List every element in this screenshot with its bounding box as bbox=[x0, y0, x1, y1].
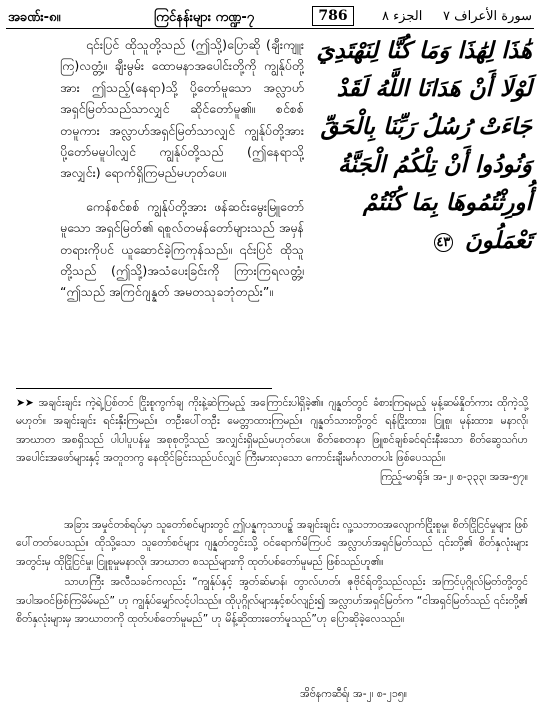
header-juz: الجزء ٨ bbox=[381, 9, 423, 24]
verse-last-words: تَعْمَلُونَ bbox=[464, 227, 532, 254]
translation-paragraph: ၎င်းပြင် ထိုသူတို့သည် (ဤသို့)ပြောဆို (ချီးကျူးကြ)လတ္တံ့။ ချီးမွမ်း ထောမနာအပေါင်းတို့ကို ကျွန်ုပ်တို့အား ဤသည့်(နေရာ)သို့ ပို့တော်မူသော အလ္လာဟ် အရှင်မြတ်သည်သာလျှင် ဆိုင်တော်မူ၏။ စင်စစ်တမူကား အလ္လာဟ်အရှင်မြတ်သာလျှင် ကျွန်ုပ်တို့အား ပို့တော်မမူပါလျှင် ကျွန်ုပ်တို့သည် (ဤနေရာသို့ အလျှင်း) ရောက်ရှိကြမည်မဟုတ်ပေ။ bbox=[60, 37, 304, 181]
header-surah-name: سورة الأعراف ٧ bbox=[443, 9, 532, 24]
page-header bbox=[6, 6, 534, 29]
commentary-paragraph: အခြား အမှုင်တစ်ရပ်မှာ သူတော်စင်များတွင် ဤပန္နကုသာပဉ္စ် အချင်းချင်း လူ့သဘာဝအလျောက်ငြိုးစူမှု၊ စိတ်ငြိုငြင်မှုများ ဖြစ်ပေါ်တတ်ပေသည်။ ထိုသို့သော သူတော်စင်များ ဂျန္နတ်တွင်းသို့ ဝင်ရောက်မိကြပင် အလ္လာဟ်အရှင်မြတ်သည် ၎င်းတို့၏ စိတ်နှလုံးများအတွင်းမှ ထိုငြိုငြင်မှု၊ ငြူစူမှုမနာလို၊ အာဃာတ စသည်များကို ထုတ်ပစ်တော်မူမည် ဖြစ်သည်ဟူ၏။ bbox=[16, 519, 528, 568]
header-surah bbox=[382, 9, 532, 24]
commentary bbox=[16, 516, 528, 628]
verse-line: وَنُودُوا أَنْ تِلْكُمُ الْجَنَّةُ bbox=[338, 151, 532, 178]
verse-line: جَاءَتْ رُسُلُ رَبِّنَا بِالْحَقِّ bbox=[320, 113, 532, 140]
ayah-number-marker: ٤٣ bbox=[434, 233, 453, 252]
footnote-divider bbox=[16, 388, 272, 389]
commentary-paragraph: သာဟကြီး အလီသခင်ကလည်း “ကျွန်ုပ်နှင့် အွတ်ဆ်မာန်၊ တွာလ်ဟတ်၊ ဇုဗိုင်ရ်တို့သည်လည်း အကြင်ပုဂ္ဂိုလ်မြတ်တို့တွင် အပါအဝင်ဖြစ်ကြမိမ်မည်” ဟု ကျွန်ုပ်မျှော်လင့်ပါသည်။ ထိုပုဂ္ဂိုလ်များနှင့်စပ်လျဉ်း၍ အလ္လာဟ်အရှင်မြတ်က “ငါအရှင်မြတ်သည် ၎င်းတို့၏ စိတ်နှလုံးများမှ အာဃာတကို ထုတ်ပစ်တော်မူမည်” ဟု မိန့်ဆိုထားတော်မူသည်”ဟု ပြောဆိုခဲ့လေသည်။ bbox=[16, 576, 528, 626]
header-chapter: အခဏ်း-၈။ bbox=[8, 10, 61, 25]
verse-line: لَوْلَا أَنْ هَدَانَا اللَّهُ لَقَدْ bbox=[336, 75, 532, 102]
page-number: 786 bbox=[312, 6, 354, 26]
header-section: ကြင်နန်းများ ကဏ္ဍ-၇ bbox=[154, 10, 255, 25]
arabic-verse bbox=[310, 32, 532, 260]
commentary-citation: အိဗ်နကဆီရ်၊ အ-၂၊ စ-၂၁၅။ bbox=[300, 688, 407, 700]
verse-line: هَٰذَا لِهَٰذَا وَمَا كُنَّا لِنَهْتَدِيَ bbox=[316, 37, 532, 64]
translation-paragraph: ကေန်စင်စစ် ကျွန်ုပ်တို့အား ဖန်ဆင်းမွေးမြူတော်မူသော အရှင်မြတ်၏ ရစူလ်တမန်တော်များသည် အမှန်တရားကိုပင် ယူဆောင်ခဲ့ကြကုန်သည်။ ၎င်းပြင် ထိုသူတို့သည် (ဤသို့)အသံပေးခြင်းကို ကြားကြရလတ္တံ့၊ “ဤသည် အကြင်ဂျန္နတ် အမတသုခဘုံတည်း”။ bbox=[60, 198, 304, 300]
verse-line: أُورِثْتُمُوهَا بِمَا كُنْتُمْ bbox=[362, 189, 532, 216]
myanmar-translation bbox=[60, 34, 304, 303]
verse-line-last bbox=[310, 222, 532, 260]
footnote-text: ➤➤ အချင်းချင်း ကဲ့ရဲ့ပြစ်တင် ငြိုးစူကွက်ချ ကိုးနဲ့ဆဲကြမည့် အကြောင်းပါရှိခဲ့၏။ ဂျန္နတ်တွင် ခံစားကြရမည့် မုန့်ဆမ်နှိုတ်ကား ထိုကဲ့သို့ မဟုတ်။ အချင်းချင်း ရင်းနှီးကြမည်။ တဦးပေါ်တဦး မေတ္တာထားကြမည်။ ဂျန္နတ်သားတို့တွင် ရန်ငြိုးထား၊ ငြူစူ၊ မုန်းထား၊ မနာလို၊ အာဃာတ အစရှိသည် ပါပါပူပန်မှု အစုစုတို့သည် အလျှင်းရှိမည်မဟုတ်ပေ။ စိတ်စေတနာ ဖြူစင်ချစ်ခင်ရင်းနီးသော စိတ်ဆွေသဂ်ဟအပေါင်းအဖော်များနှင့် အတူတကွ နေထိုင်ခြင်းသည်ပင်လျှင် ကြီးမားလှသော ကောင်းချီးမင်္ဂလာတပါး ဖြစ်ပေသည်။ bbox=[16, 397, 528, 465]
footnote-reference: ကြည့်-မာရိုဒ်၊ အ-၂၊ စ-၃၃၃၊ အအ-၅၇။ bbox=[379, 470, 528, 483]
footnote bbox=[16, 394, 528, 486]
